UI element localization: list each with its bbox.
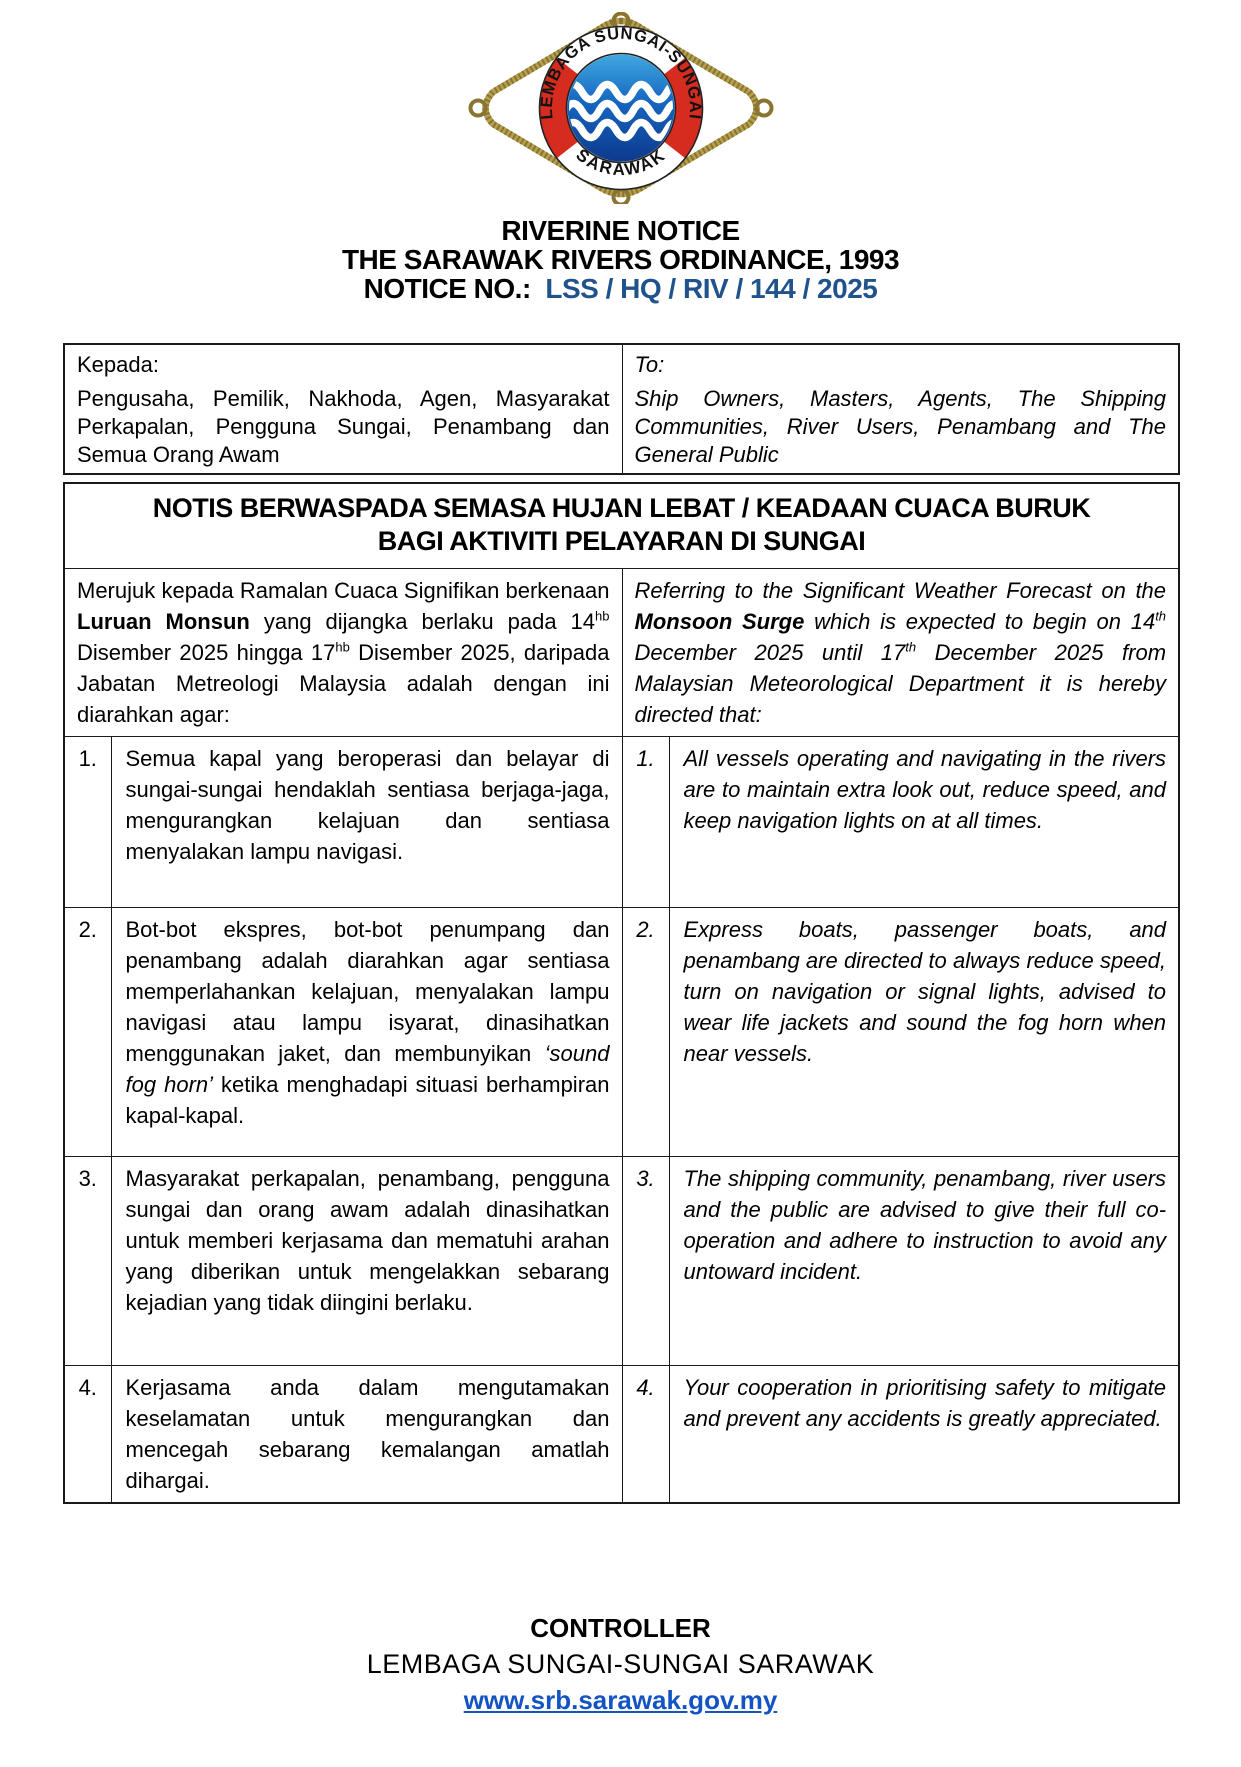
kepada-label: Kepada: — [77, 352, 159, 377]
addressee-cell-en — [622, 344, 1179, 474]
title-notice-no — [63, 274, 1178, 303]
item-row-1 — [64, 737, 1179, 908]
item-2-number-ms: 2. — [64, 908, 111, 1157]
notice-no-label: NOTICE NO.: — [363, 273, 531, 304]
intro-cell-en — [622, 569, 1179, 737]
kepada-body: Pengusaha, Pemilik, Nakhoda, Agen, Masyarakat Perkapalan, Pengguna Sungai, Penambang dan Semua Orang Awam — [77, 386, 610, 467]
intro-bold-ms: Luruan Monsun — [77, 609, 250, 634]
srb-logo — [465, 12, 777, 204]
notice-heading-line1: NOTIS BERWASPADA SEMASA HUJAN LEBAT / KEADAAN CUACA BURUK — [152, 493, 1091, 523]
intro-bold-en: Monsoon Surge — [634, 609, 805, 634]
notice-heading-line2: BAGI AKTIVITI PELAYARAN DI SUNGAI — [377, 526, 866, 556]
intro-cell-ms — [64, 569, 622, 737]
footer-controller: CONTROLLER — [530, 1613, 711, 1643]
title-ordinance: THE SARAWAK RIVERS ORDINANCE, 1993 — [341, 244, 900, 275]
to-label: To: — [634, 352, 665, 377]
notice-no-value: LSS / HQ / RIV / 144 / 2025 — [545, 273, 878, 304]
addressee-table — [63, 343, 1180, 475]
notice-heading — [64, 483, 1179, 569]
addressee-cell-ms — [64, 344, 622, 474]
item-4-number-en: 4. — [622, 1366, 669, 1504]
document-title-block — [63, 216, 1178, 303]
item-2-text-en: Express boats, passenger boats, and penambang are directed to always reduce speed, turn on navigation or signal lights, advised to wear life jackets and sound the fog horn when near vessels. — [669, 908, 1179, 1157]
footer-organisation: LEMBAGA SUNGAI-SUNGAI SARAWAK — [366, 1649, 875, 1679]
item-row-4 — [64, 1366, 1179, 1504]
item-2-italic-phrase: ‘sound fog horn’ — [125, 1041, 610, 1097]
title-riverine-notice: RIVERINE NOTICE — [501, 215, 740, 246]
document-page — [0, 12, 1241, 1723]
item-3-text-ms: Masyarakat perkapalan, penambang, pengguna sungai dan orang awam adalah dinasihatkan untuk memberi kerjasama dan mematuhi arahan yang diberikan untuk mengelakkan sebarang kejadian yang tidak diingini berlaku. — [111, 1157, 622, 1366]
lifebuoy-logo-icon — [465, 12, 777, 204]
item-2-text-ms: Bot-bot ekspres, bot-bot penumpang dan penambang adalah diarahkan agar sentiasa memperlahankan kelajuan, menyalakan lampu navigasi atau lampu isyarat, dinasihatkan menggunakan jaket, dan membunyikan ‘sound fog horn’ ketika menghadapi situasi berhampiran kapal-kapal. — [111, 908, 622, 1157]
item-1-number-en: 1. — [622, 737, 669, 908]
footer-website-link[interactable]: www.srb.sarawak.gov.my — [463, 1685, 778, 1715]
item-2-number-en: 2. — [622, 908, 669, 1157]
logo-text-bottom: SARAWAK — [571, 145, 670, 180]
item-row-2 — [64, 908, 1179, 1157]
logo-text-top: LEMBAGA SUNGAI-SUNGAI — [537, 24, 704, 121]
item-1-text-en: All vessels operating and navigating in the rivers are to maintain extra look out, reduce speed, and keep navigation lights on at all times. — [669, 737, 1179, 908]
item-4-text-ms: Kerjasama anda dalam mengutamakan keselamatan untuk mengurangkan dan mencegah sebarang kemalangan amatlah dihargai. — [111, 1366, 622, 1504]
item-3-number-ms: 3. — [64, 1157, 111, 1366]
to-body: Ship Owners, Masters, Agents, The Shipping Communities, River Users, Penambang and The General Public — [634, 386, 1166, 467]
item-3-text-en: The shipping community, penambang, river users and the public are advised to give their full co-operation and adhere to instruction to avoid any untoward incident. — [669, 1157, 1179, 1366]
item-1-number-ms: 1. — [64, 737, 111, 908]
notice-body-table — [63, 482, 1180, 1504]
item-1-text-ms: Semua kapal yang beroperasi dan belayar di sungai-sungai hendaklah sentiasa berjaga-jaga, mengurangkan kelajuan dan sentiasa menyalakan lampu navigasi. — [111, 737, 622, 908]
item-3-number-en: 3. — [622, 1157, 669, 1366]
intro-paragraph-en: Referring to the Significant Weather Forecast on the Monsoon Surge which is expected to begin on 14th December 2025 until 17th December 2025 from Malaysian Meteorological Department it is hereby directed that: — [634, 578, 1167, 727]
item-row-3 — [64, 1157, 1179, 1366]
footer-signature-block — [63, 1610, 1178, 1723]
item-4-text-en: Your cooperation in prioritising safety to mitigate and prevent any accidents is greatly appreciated. — [669, 1366, 1179, 1504]
intro-paragraph-ms: Merujuk kepada Ramalan Cuaca Signifikan berkenaan Luruan Monsun yang dijangka berlaku pada $14^{hb}$ Disember 2025 hingga $17^{hb}$ Disember 2025, daripada Jabatan Metreologi Malaysia adalah dengan ini diarahkan agar: — [77, 578, 610, 727]
item-4-number-ms: 4. — [64, 1366, 111, 1504]
